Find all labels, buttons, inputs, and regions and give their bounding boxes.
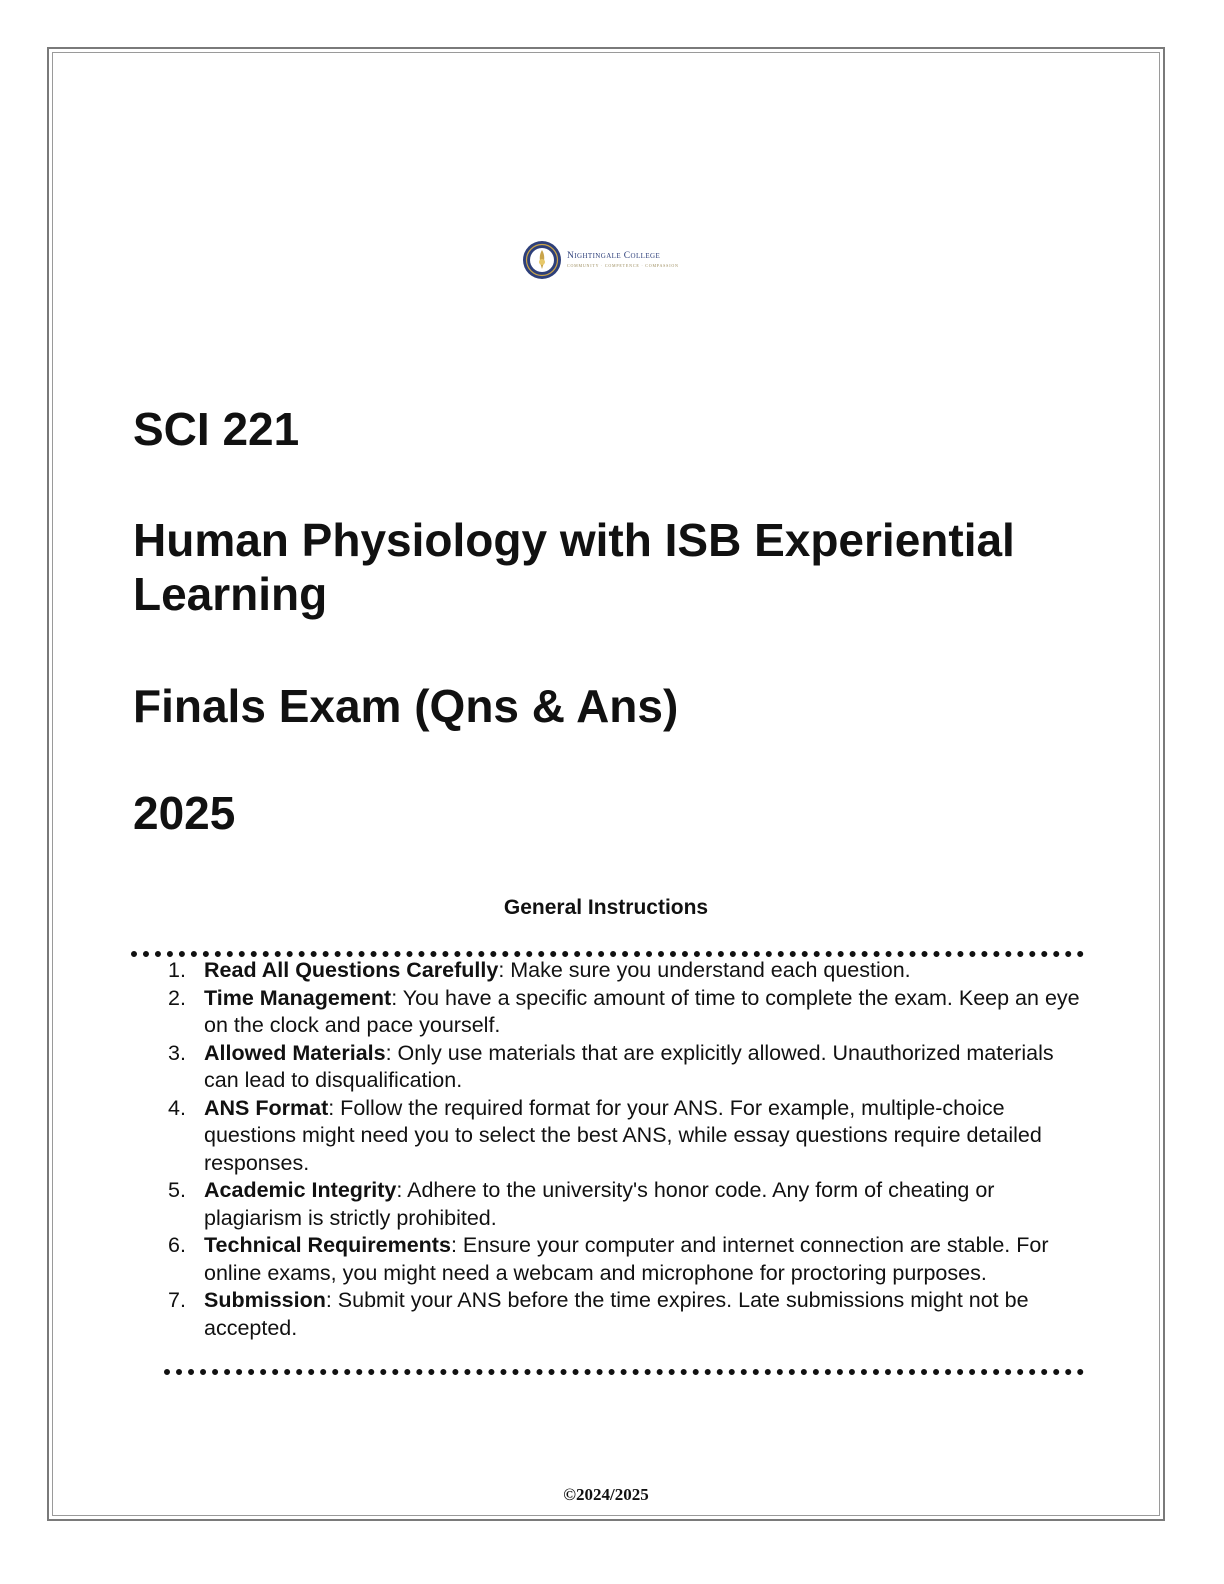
instructions-title: General Instructions: [503, 896, 709, 919]
instruction-number: 2.: [168, 985, 186, 1010]
instruction-item: [160, 1095, 1090, 1178]
instruction-text: : Make sure you understand each question.: [498, 958, 911, 982]
course-code: SCI 221: [133, 403, 300, 455]
instruction-number: 4.: [168, 1095, 186, 1120]
instruction-number: 3.: [168, 1040, 186, 1065]
instruction-item: [160, 1040, 1090, 1095]
instruction-text: : Adhere to the university's honor code. Any form of cheating or plagiarism is strictly prohibited.: [204, 1178, 995, 1230]
instruction-number: 6.: [168, 1233, 186, 1257]
instruction-number: 5.: [168, 1178, 186, 1202]
instruction-label: Read All Questions Carefully: [204, 958, 499, 982]
course-title: Human Physiology with ISB Experiential Learning: [133, 514, 1015, 620]
instruction-label: Academic Integrity: [204, 1178, 397, 1202]
instruction-text: : You have a specific amount of time to complete the exam. Keep an eye on the clock and pace yourself.: [204, 985, 1080, 1037]
instructions-list: [160, 957, 1090, 1342]
exam-year: 2025: [133, 787, 236, 839]
instruction-item: [160, 1232, 1090, 1287]
instruction-item: [160, 957, 1090, 985]
college-logo: [522, 238, 692, 282]
logo-wordmark: [567, 252, 679, 268]
instruction-text: : Submit your ANS before the time expires. Late submissions might not be accepted.: [204, 1288, 1029, 1340]
instruction-label: Submission: [204, 1288, 326, 1312]
copyright-footer: ©2024/2025: [563, 1485, 649, 1504]
instruction-item: [160, 1287, 1090, 1342]
instruction-label: Allowed Materials: [204, 1040, 386, 1065]
college-seal-icon: [522, 240, 562, 280]
instruction-text: : Ensure your computer and internet connection are stable. For online exams, you might need a webcam and microphone for proctoring purposes.: [204, 1233, 1049, 1285]
instruction-text: : Follow the required format for your ANS. For example, multiple-choice questions might need you to select the best ANS, while essay questions require detailed responses.: [204, 1095, 1042, 1175]
college-name: Nightingale College: [567, 251, 661, 262]
instruction-number: 1.: [168, 958, 186, 982]
dotted-divider-bottom: [164, 1369, 1084, 1375]
instruction-label: Time Management: [204, 985, 392, 1010]
instruction-label: Technical Requirements: [204, 1233, 451, 1257]
instruction-item: [160, 985, 1090, 1040]
college-tagline: COMMUNITY · COMPETENCE · COMPASSION: [567, 262, 679, 268]
instruction-label: ANS Format: [204, 1095, 329, 1120]
exam-title: Finals Exam (Qns & Ans): [133, 680, 679, 732]
instruction-number: 7.: [168, 1288, 186, 1312]
instruction-text: : Only use materials that are explicitly allowed. Unauthorized materials can lead to disqualification.: [204, 1040, 1054, 1092]
instruction-item: [160, 1177, 1090, 1232]
